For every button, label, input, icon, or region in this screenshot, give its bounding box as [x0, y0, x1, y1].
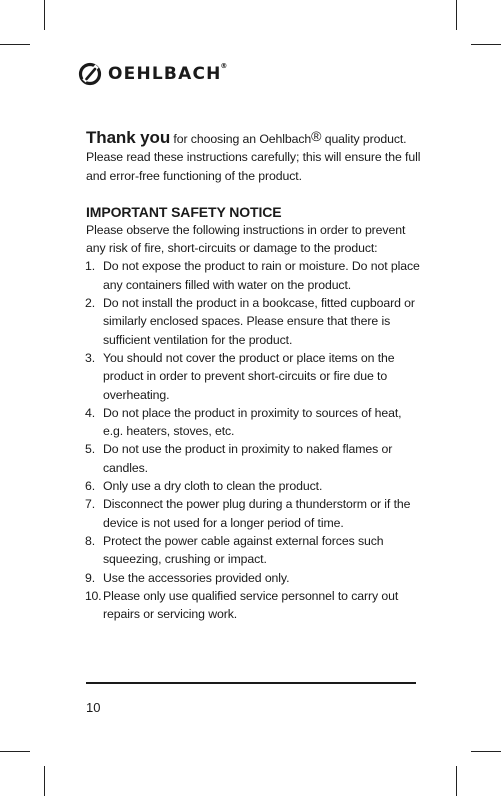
- list-item-number: 3.: [85, 350, 96, 365]
- brand-reg-mark: ®: [220, 62, 229, 70]
- intro-text-1: for choosing an Oehlbach: [170, 132, 312, 146]
- crop-mark-top-left-h: [0, 44, 30, 45]
- intro-thank-you: Thank you: [86, 128, 171, 147]
- manual-content: [86, 127, 421, 623]
- crop-mark-top-right-v: [456, 0, 457, 30]
- crop-mark-bottom-left-h: [0, 751, 30, 752]
- list-item-number: 2.: [85, 296, 96, 311]
- list-item: [86, 349, 421, 404]
- crop-mark-bottom-right-v: [456, 766, 457, 796]
- safety-lead: Please observe the following instructions in order to prevent any risk of fire, short-circuits or damage to the product:: [86, 222, 406, 256]
- list-item: [86, 440, 421, 477]
- list-item: [86, 477, 421, 495]
- list-item-text: Use the accessories provided only.: [103, 570, 290, 585]
- list-item-number: 1.: [85, 259, 96, 274]
- oehlbach-logo-icon: [78, 62, 102, 86]
- intro-reg-mark: ®: [311, 128, 322, 144]
- list-item-number: 9.: [85, 570, 96, 585]
- safety-list: [86, 257, 421, 623]
- list-item-text: Do not expose the product to rain or moisture. Do not place any containers filled with water on the product.: [103, 259, 420, 292]
- brand-logo: [78, 62, 229, 86]
- list-item-number: 7.: [85, 497, 96, 512]
- page-number: 10: [86, 700, 101, 715]
- list-item-number: 8.: [85, 533, 96, 548]
- list-item-text: Disconnect the power plug during a thunderstorm or if the device is not used for a longer period of time.: [103, 497, 411, 530]
- list-item-text: Only use a dry cloth to clean the product.: [103, 479, 323, 494]
- safety-heading: IMPORTANT SAFETY NOTICE: [86, 203, 282, 220]
- list-item: [86, 257, 421, 294]
- list-item: [86, 569, 421, 587]
- list-item-number: 5.: [85, 442, 96, 457]
- list-item-number: 10.: [85, 588, 102, 603]
- crop-mark-bottom-left-v: [44, 766, 45, 796]
- list-item: [86, 587, 421, 624]
- list-item-text: Protect the power cable against external forces such squeezing, crushing or impact.: [103, 533, 384, 567]
- crop-mark-top-left-v: [44, 0, 45, 30]
- brand-name: OEHLBACH: [108, 64, 222, 84]
- list-item-text: You should not cover the product or place items on the product in order to prevent short-circuits or fire due to overheating.: [103, 350, 395, 402]
- list-item: [86, 532, 421, 569]
- list-item: [86, 404, 421, 441]
- list-item-number: 6.: [85, 479, 96, 494]
- intro-paragraph: [86, 127, 421, 185]
- list-item-text: Do not place the product in proximity to sources of heat, e.g. heaters, stoves, etc.: [103, 405, 402, 439]
- list-item-number: 4.: [85, 405, 96, 420]
- list-item: [86, 294, 421, 349]
- brand-wordmark: [108, 62, 229, 84]
- crop-mark-top-right-h: [471, 44, 501, 45]
- list-item: [86, 495, 421, 532]
- crop-mark-bottom-right-h: [471, 751, 501, 752]
- list-item-text: Do not use the product in proximity to naked flames or candles.: [103, 442, 393, 475]
- footer-rule: [86, 682, 416, 684]
- list-item-text: Please only use qualified service personnel to carry out repairs or servicing work.: [103, 588, 399, 622]
- list-item-text: Do not install the product in a bookcase, fitted cupboard or similarly enclosed spaces. Please ensure that there is sufficient ventilation for the product.: [103, 296, 415, 347]
- intro-text-2: quality product. Please read these instructions carefully; this will ensure the full and error-free functioning of the product.: [86, 132, 421, 183]
